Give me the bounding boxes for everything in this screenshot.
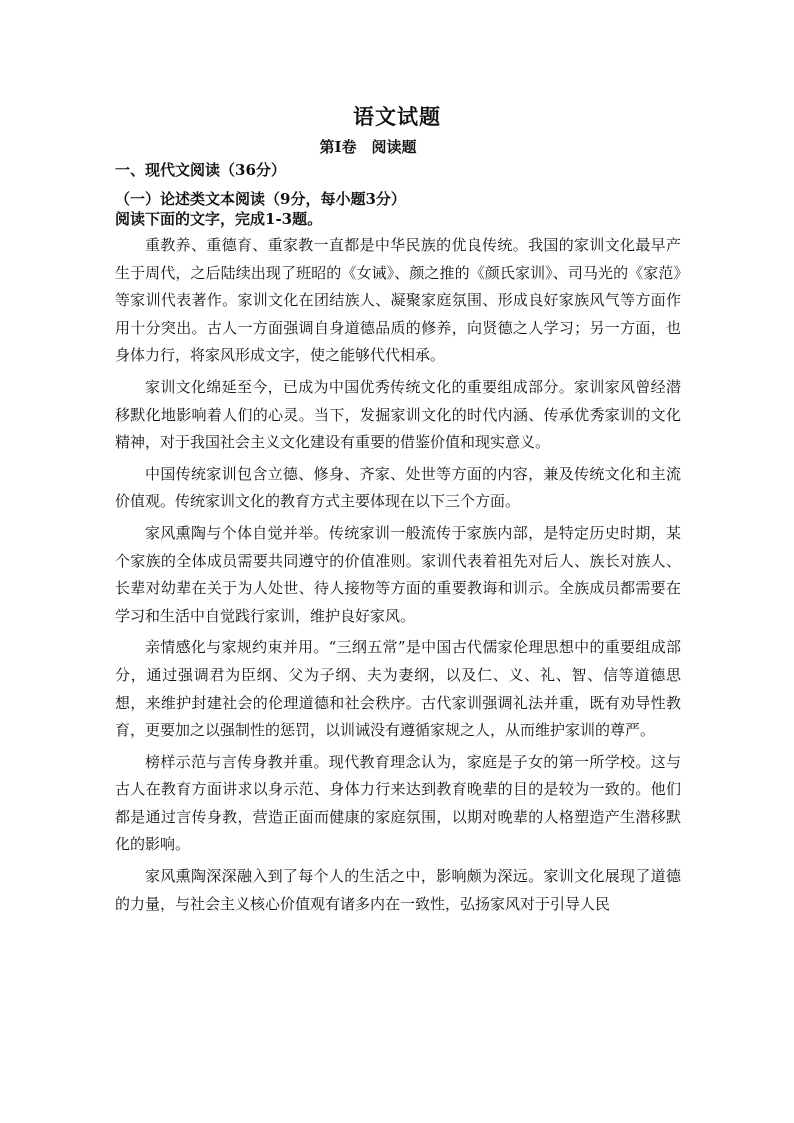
passage-paragraph: 中国传统家训包含立德、修身、齐家、处世等方面的内容，兼及传统文化和主流价值观。传统家训文化的教育方式主要体现在以下三个方面。 (115, 464, 681, 511)
reading-instruction: 阅读下面的文字，完成1-3题。 (115, 210, 323, 228)
passage-paragraph: 家训文化绵延至今，已成为中国优秀传统文化的重要组成部分。家训家风曾经潜移默化地影响着人们的心灵。当下，发掘家训文化的时代内涵、传承优秀家训的文化精神，对于我国社会主义文化建设有重要的借鉴价值和现实意义。 (115, 377, 681, 452)
passage-paragraph: 家风熏陶深深融入到了每个人的生活之中，影响颇为深远。家训文化展现了道德的力量，与社会主义核心价值观有诸多内在一致性，弘扬家风对于引导人民 (115, 867, 681, 913)
passage-paragraph: 榜样示范与言传身教并重。现代教育理念认为，家庭是子女的第一所学校。这与古人在教育方面讲求以身示范、身体力行来达到教育晚辈的目的是较为一致的。他们都是通过言传身教，营造正面而健康的家庭氛围，以期对晚辈的人格塑造产生潜移默化的影响。 (115, 752, 681, 854)
subsection-heading: （一）论述类文本阅读（9分，每小题3分） (115, 190, 406, 208)
section-heading: 一、现代文阅读（36分） (115, 161, 286, 179)
page-title: 语文试题 (353, 104, 441, 129)
passage-paragraph: 亲情感化与家规约束并用。“三纲五常”是中国古代儒家伦理思想中的重要组成部分，通过强调君为臣纲、父为子纲、夫为妻纲，以及仁、义、礼、智、信等道德思想，来维护封建社会的伦理道德和社会秩序。古代家训强调礼法并重，既有劝导性教育，更要加之以强制性的惩罚，以训诫没有遵循家规之人，从而维护家训的尊严。 (115, 638, 681, 740)
volume-subtitle: 第Ⅰ卷 阅读题 (319, 138, 417, 156)
passage-paragraph: 重教养、重德育、重家教一直都是中华民族的优良传统。我国的家训文化最早产生于周代，之后陆续出现了班昭的《女诫》、颜之推的《颜氏家训》、司马光的《家范》等家训代表著作。家训文化在团结族人、凝聚家庭氛围、形成良好家族风气等方面作用十分突出。古人一方面强调自身道德品质的修养，向贤德之人学习；另一方面，也身体力行，将家风形成文字，使之能够代代相承。 (115, 236, 681, 365)
passage-paragraph: 家风熏陶与个体自觉并举。传统家训一般流传于家族内部，是特定历史时期，某个家族的全体成员需要共同遵守的价值准则。家训代表着祖先对后人、族长对族人、长辈对幼辈在关于为人处世、待人接物等方面的重要教诲和训示。全族成员都需要在学习和生活中自觉践行家训，维护良好家风。 (115, 523, 681, 625)
passage-body (115, 232, 681, 922)
